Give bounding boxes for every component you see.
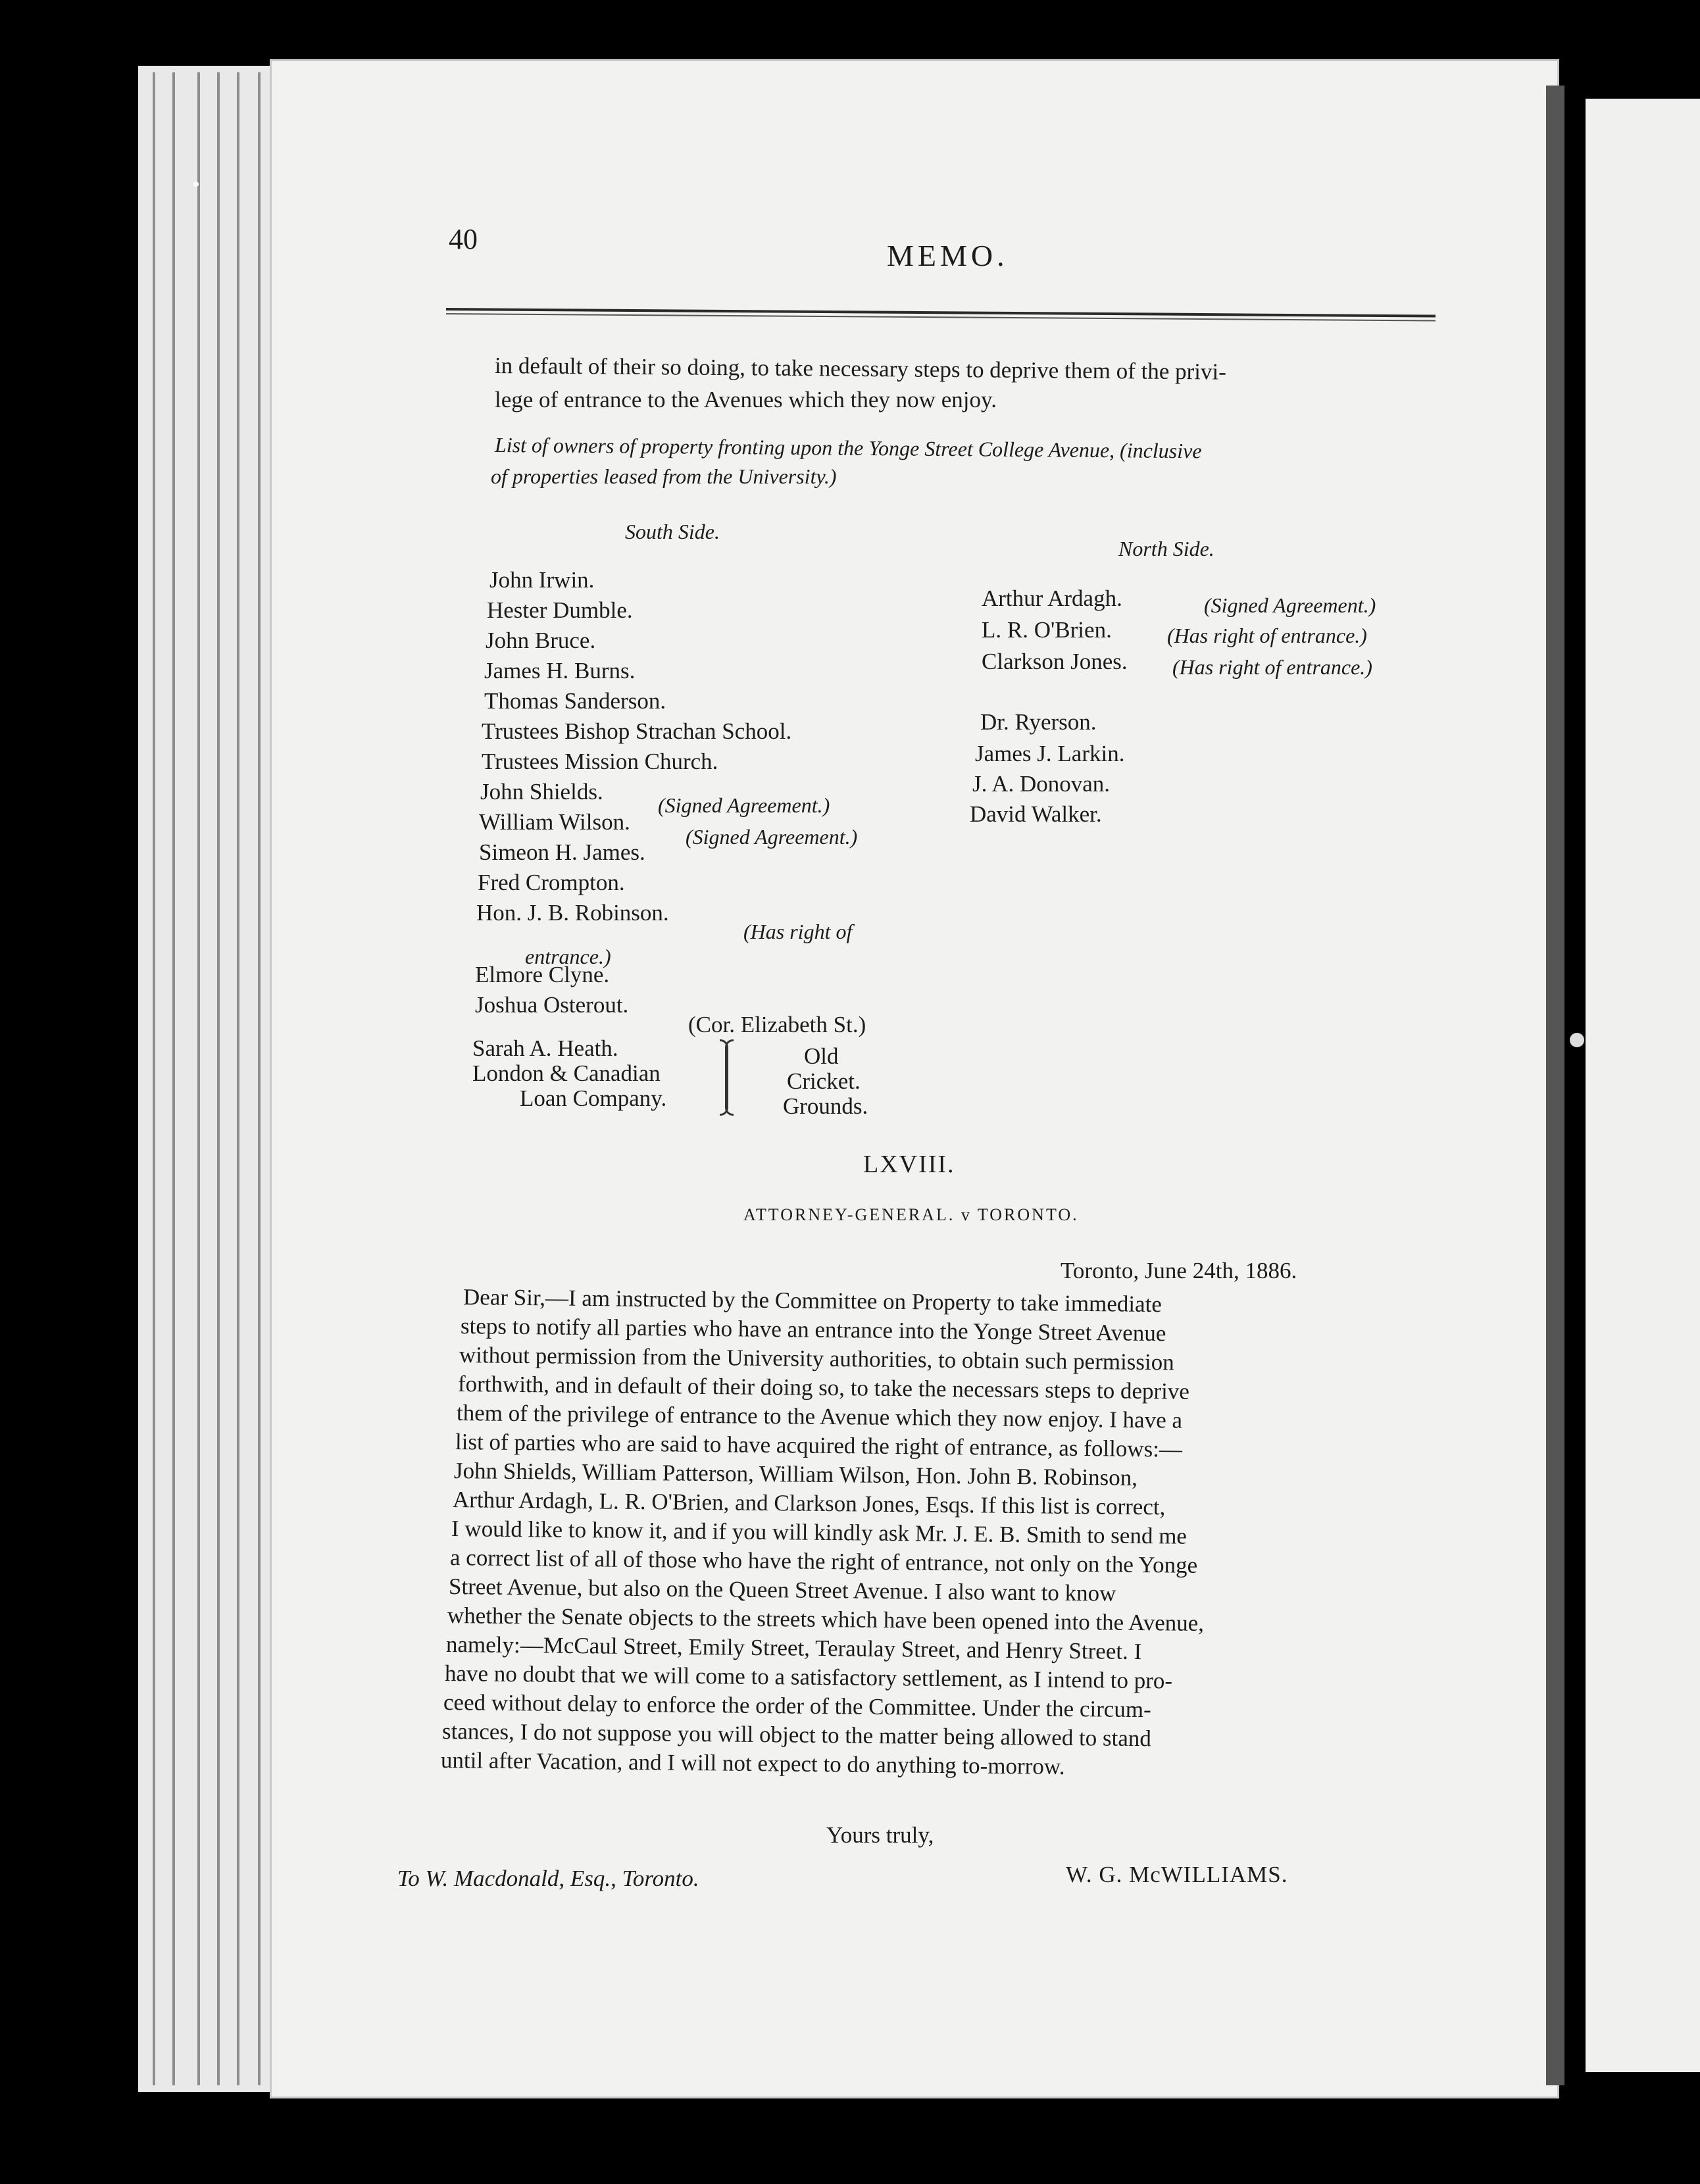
list-item: Clarkson Jones. [982,649,1128,674]
list-item: Trustees Mission Church. [482,749,718,774]
entrance-note: (Has right of entrance.) [1172,655,1372,679]
list-item: James H. Burns. [484,658,636,683]
page-gutter-shadow [1546,86,1564,2085]
list-item: Thomas Sanderson. [484,688,666,714]
letter-line: a correct list of all of those who have the right of entrance, not only on the Yonge [449,1545,1198,1578]
dust-speck [1570,1033,1584,1047]
case-title: ATTORNEY-GENERAL. v TORONTO. [743,1205,1079,1224]
letter-line: namely:—McCaul Street, Emily Street, Teraulay Street, and Henry Street. I [445,1631,1142,1665]
letter-line: until after Vacation, and I will not expect to do anything to-morrow. [440,1747,1065,1779]
list-item: Dr. Ryerson. [980,709,1097,735]
page-edge-line [197,72,200,2085]
list-item: Elmore Clyne. [475,962,610,987]
list-item: John Bruce. [486,628,596,653]
list-caption: of properties leased from the University.) [491,464,837,488]
letter-line: I would like to know it, and if you will kindly ask Mr. J. E. B. Smith to send me [451,1516,1188,1549]
group-name: Loan Company. [520,1085,667,1111]
letter-line: steps to notify all parties who have an entrance into the Yonge Street Avenue [460,1313,1166,1347]
intro-line: in default of their so doing, to take necessary steps to deprive them of the privi- [494,353,1227,385]
entrance-note: (Has right of entrance.) [1167,624,1367,647]
south-side-heading: South Side. [625,520,720,543]
list-item: John Shields. [480,779,603,805]
list-item: Hon. J. B. Robinson. [476,900,669,926]
letter-line: Arthur Ardagh, L. R. O'Brien, and Clarkson Jones, Esqs. If this list is correct, [452,1487,1166,1520]
letter-line: Street Avenue, but also on the Queen Street Avenue. I also want to know [448,1574,1116,1606]
north-side-heading: North Side. [1118,537,1214,560]
page-stack-edges [138,66,289,2092]
letter-line: forthwith, and in default of their doing so, to take the necessars steps to deprive [457,1371,1190,1404]
agreement-note: (Signed Agreement.) [686,825,858,849]
group-place: Old [804,1043,839,1069]
list-caption: List of owners of property fronting upon the Yonge Street College Avenue, (inclusive [494,433,1202,463]
section-numeral: LXVIII. [863,1151,955,1178]
letter-line: them of the privilege of entrance to the Avenue which they now enjoy. I have a [456,1400,1183,1433]
page-edge-line [237,72,239,2085]
letter-line: whether the Senate objects to the streets which have been opened into the Avenue, [447,1602,1205,1637]
list-item: Trustees Bishop Strachan School. [482,718,792,744]
list-item: L. R. O'Brien. [982,617,1112,643]
letter-line: have no doubt that we will come to a satisfactory settlement, as I intend to pro- [444,1660,1173,1694]
letter-line: without permission from the University authorities, to obtain such permission [459,1342,1174,1376]
list-item: David Walker. [970,801,1102,827]
list-item: Joshua Osterout. [475,992,629,1018]
entrance-note: (Has right of [743,920,853,943]
intro-line: lege of entrance to the Avenues which they now enjoy. [495,387,997,412]
list-item: Simeon H. James. [479,839,645,865]
letter-closing: Yours truly, [826,1822,934,1848]
list-item: Arthur Ardagh. [982,585,1122,611]
letter-date: Toronto, June 24th, 1886. [1061,1258,1297,1283]
list-item: Fred Crompton. [478,870,625,895]
agreement-note: (Signed Agreement.) [658,793,830,817]
page-edge-line [172,72,175,2085]
page-edge-line [258,72,261,2085]
letter-signature: W. G. McWILLIAMS. [1066,1862,1288,1887]
page-edge-line [217,72,220,2085]
page-number: 40 [449,223,478,255]
group-place: Cricket. [787,1068,861,1094]
location-note: (Cor. Elizabeth St.) [688,1012,866,1037]
page-edge-line [153,72,155,2085]
list-item: John Irwin. [489,567,595,593]
list-item: Hester Dumble. [487,597,633,623]
letter-line: John Shields, William Patterson, William Wilson, Hon. John B. Robinson, [453,1458,1138,1491]
dust-speck [193,182,199,187]
running-head: MEMO. [887,239,1009,272]
entrance-note: entrance.) [525,945,611,968]
list-item: J. A. Donovan. [972,771,1111,797]
list-item: William Wilson. [479,809,630,835]
group-name: Sarah A. Heath. [472,1035,618,1061]
agreement-note: (Signed Agreement.) [1204,593,1376,617]
brace [725,1039,734,1116]
list-item: James J. Larkin. [975,741,1125,766]
group-name: London & Canadian [472,1060,661,1086]
letter-line: list of parties who are said to have acquired the right of entrance, as follows:— [455,1429,1183,1462]
letter-addressee: To W. Macdonald, Esq., Toronto. [397,1866,699,1891]
facing-page [1586,99,1700,2072]
letter-line: stances, I do not suppose you will object to the matter being allowed to stand [441,1718,1152,1752]
letter-line: Dear Sir,—I am instructed by the Committee on Property to take immediate [463,1284,1162,1318]
group-place: Grounds. [783,1093,868,1119]
letter-line: ceed without delay to enforce the order of the Committee. Under the circum- [443,1689,1151,1723]
